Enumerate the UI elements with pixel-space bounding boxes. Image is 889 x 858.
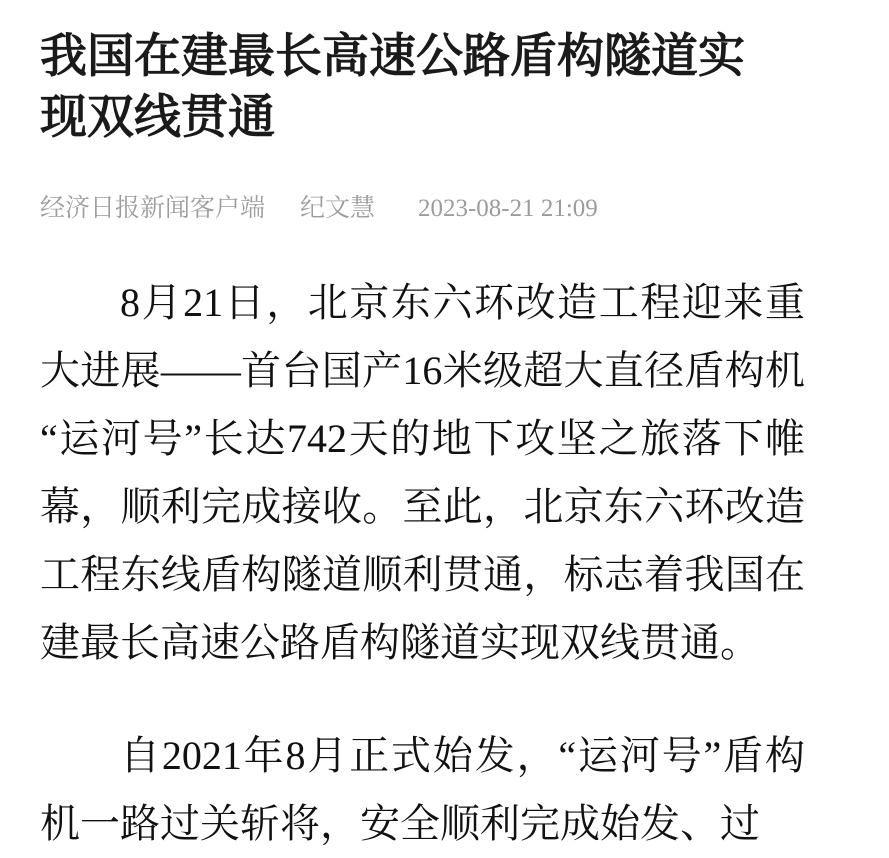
byline-author: 纪文慧 (299, 194, 375, 222)
article-title: 我国在建最长高速公路盾构隧道实现双线贯通 (40, 29, 745, 143)
article-body (40, 269, 849, 858)
article-byline (40, 192, 849, 225)
article-paragraph: 8月21日，北京东六环改造工程迎来重大进展——首台国产16米级超大直径盾构机“运河号”长达742天的地下攻坚之旅落下帷幕，顺利完成接收。至此，北京东六环改造工程东线盾构隧道顺利贯通，标志着我国在建最长高速公路盾构隧道实现双线贯通。 (40, 280, 805, 665)
byline-source: 经济日报新闻客户端 (40, 194, 266, 222)
byline-timestamp: 2023-08-21 21:09 (417, 195, 598, 222)
article-paragraph: 自2021年8月正式始发，“运河号”盾构机一路过关斩将，安全顺利完成始发、过 (40, 733, 805, 846)
